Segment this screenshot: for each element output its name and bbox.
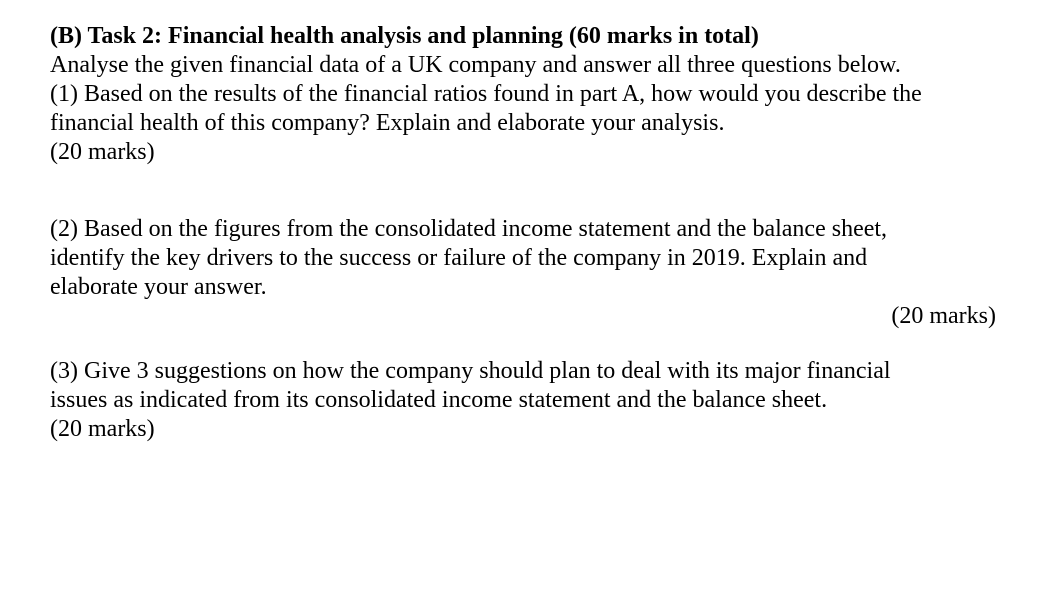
task-intro: Analyse the given financial data of a UK company and answer all three questions below. <box>50 52 901 78</box>
question-1-marks: (20 marks) <box>50 139 155 165</box>
question-3-marks: (20 marks) <box>50 416 155 442</box>
question-2-line-2: identify the key drivers to the success or failure of the company in 2019. Explain and <box>50 245 868 271</box>
question-2-marks: (20 marks) <box>891 303 996 329</box>
question-1-line-2: financial health of this company? Explain and elaborate your analysis. <box>50 110 725 136</box>
question-1-line-1: (1) Based on the results of the financial ratios found in part A, how would you describe the <box>50 81 922 107</box>
question-2 <box>50 215 1010 331</box>
question-3-line-2: issues as indicated from its consolidated income statement and the balance sheet. <box>50 387 828 413</box>
task-heading: (B) Task 2: Financial health analysis and planning (60 marks in total) <box>50 23 759 49</box>
question-2-line-3: elaborate your answer. <box>50 274 267 300</box>
task-document <box>50 22 1010 444</box>
question-2-line-1: (2) Based on the figures from the consolidated income statement and the balance sheet, <box>50 216 888 242</box>
question-3 <box>50 357 1010 444</box>
question-1 <box>50 80 1010 167</box>
question-3-line-1: (3) Give 3 suggestions on how the company should plan to deal with its major financial <box>50 358 891 384</box>
